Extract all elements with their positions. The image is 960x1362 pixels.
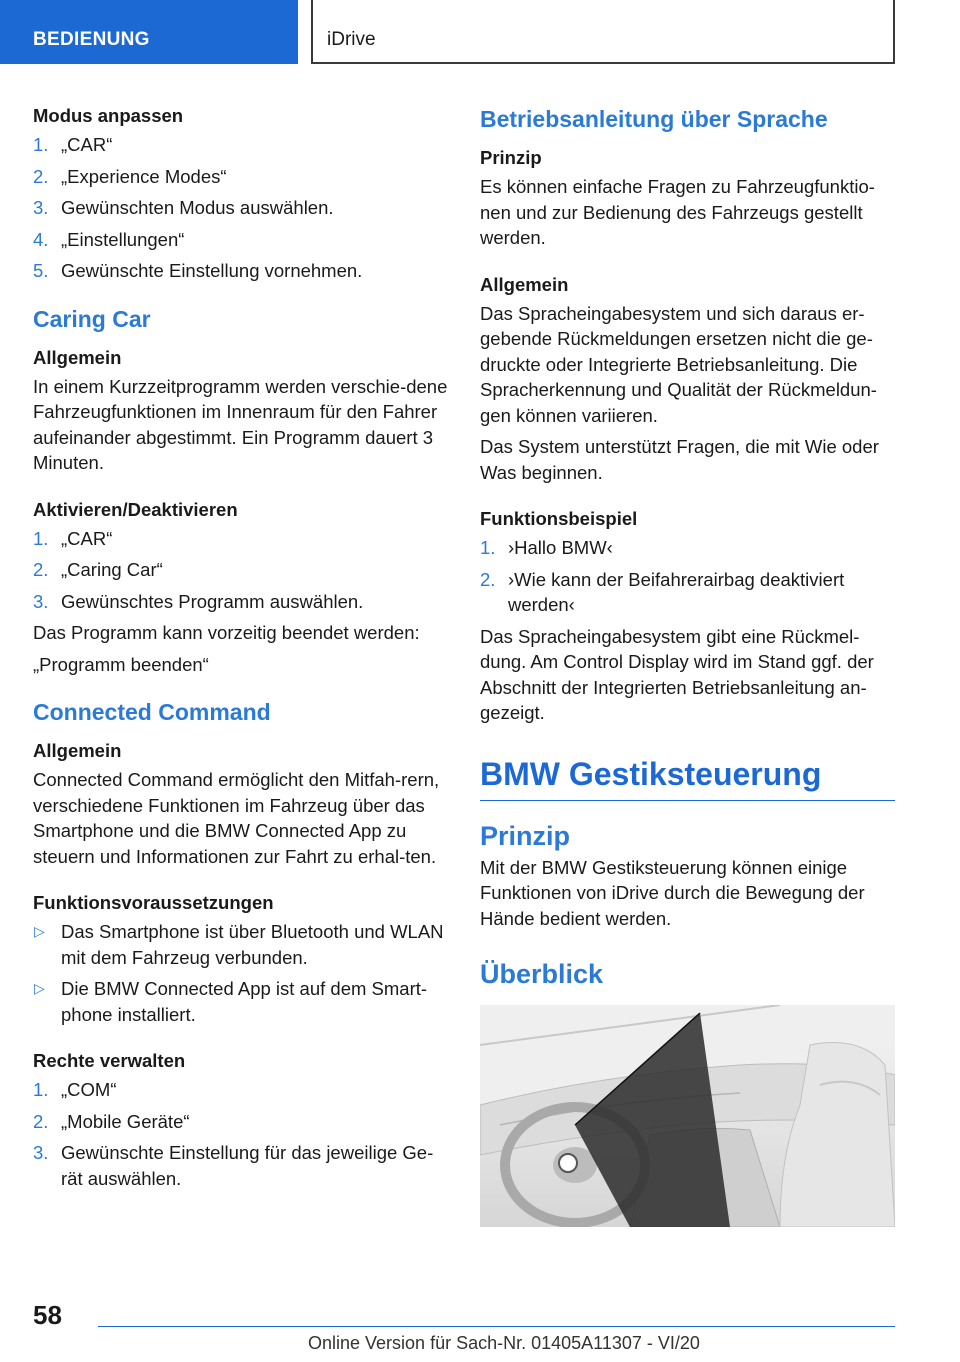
caring-general-text: In einem Kurzzeitprogramm werden verschie-dene Fahrzeugfunktionen im Innenraum für den Fahrer aufeinander abgestimmt. Ein Programm dauert 3 Minuten. <box>33 375 448 473</box>
example-steps <box>480 535 895 618</box>
overview-heading: Überblick <box>480 959 604 989</box>
activate-steps <box>33 526 448 615</box>
example-text: Das Spracheingabesystem gibt eine Rückmel-dung. Am Control Display wird im Stand ggf. der Abschnitt der Integrierten Betriebsanleitung an-gezeigt. <box>480 625 874 723</box>
principle-text: Es können einfache Fragen zu Fahrzeugfunktio-nen und zur Bedienung des Fahrzeugs gestellt werden. <box>480 176 875 248</box>
interior-illustration <box>480 1005 895 1227</box>
activate-heading: Aktivieren/Deaktivieren <box>33 498 238 520</box>
right-column <box>480 104 895 1227</box>
list-item: ▷ Die BMW Connected App ist auf dem Smart-phone installiert. <box>34 978 428 1025</box>
requirements-list <box>33 919 448 1027</box>
list-item: 3. Gewünschtes Programm auswählen. <box>33 590 364 612</box>
list-item: 3. Gewünschte Einstellung für das jeweilige Ge-rät auswählen. <box>33 1142 434 1189</box>
activate-note: Das Programm kann vorzeitig beendet werden: <box>33 622 420 643</box>
list-item: 2. „Caring Car“ <box>33 559 163 580</box>
gesture-principle-heading: Prinzip <box>480 820 571 851</box>
general-text-2: Das System unterstützt Fragen, die mit Wie oder Was beginnen. <box>480 436 879 483</box>
list-item: 2. „Mobile Geräte“ <box>33 1110 190 1132</box>
modus-steps <box>33 132 448 284</box>
activate-note-menu: „Programm beenden“ <box>33 653 209 675</box>
list-item: 2. ›Wie kann der Beifahrerairbag deaktiviert werden‹ <box>480 568 845 615</box>
connected-command-heading: Connected Command <box>33 699 271 725</box>
example-heading: Funktionsbeispiel <box>480 508 638 529</box>
cc-general-text: Connected Command ermöglicht den Mitfah-rern, verschiedene Funktionen im Fahrzeug über das Smartphone und die BMW Connected App zu steuern und Informationen zur Fahrt zu erhal-ten. <box>33 769 440 867</box>
list-item: 5. Gewünschte Einstellung vornehmen. <box>33 260 363 281</box>
section-tab: BEDIENUNG <box>0 0 298 64</box>
caring-car-heading: Caring Car <box>33 305 151 332</box>
footer-divider <box>98 1326 895 1327</box>
list-item: 1. ›Hallo BMW‹ <box>480 537 613 558</box>
gesture-principle-text: Mit der BMW Gestiksteuerung können einige Funktionen von iDrive durch die Bewegung der Hände bedient werden. <box>480 856 865 929</box>
list-item: 3. Gewünschten Modus auswählen. <box>33 197 334 218</box>
list-item: 2. „Experience Modes“ <box>33 165 227 187</box>
general-text-1: Das Spracheingabesystem und sich daraus er-gebende Rückmeldungen ersetzen nicht die ge-druckte oder Integrierte Betriebsanleitung. Die Spracherkennung und Qualität der Rückmeldun-gen können variieren. <box>480 302 877 426</box>
list-item: 4. „Einstellungen“ <box>33 228 185 250</box>
list-item: 1. „CAR“ <box>33 527 113 549</box>
rights-heading: Rechte verwalten <box>33 1050 186 1071</box>
bmw-logo-icon <box>559 1154 577 1172</box>
car-interior-image <box>480 1005 895 1227</box>
requirements-heading: Funktionsvoraussetzungen <box>33 892 274 913</box>
triangle-bullet-icon: ▷ <box>34 923 45 939</box>
page-number: 58 <box>33 1300 62 1330</box>
triangle-bullet-icon: ▷ <box>34 980 45 996</box>
chapter-tab: iDrive <box>311 0 895 64</box>
modus-heading: Modus anpassen <box>33 105 184 126</box>
footer-online-version: Online Version für Sach-Nr. 01405A11307 - VI/20 <box>308 1333 700 1353</box>
cc-general-heading: Allgemein <box>33 740 122 761</box>
list-item: ▷ Das Smartphone ist über Bluetooth und WLAN mit dem Fahrzeug verbunden. <box>34 921 444 968</box>
principle-heading: Prinzip <box>480 147 542 168</box>
voice-manual-heading: Betriebsanleitung über Sprache <box>480 106 828 132</box>
general-heading: Allgemein <box>480 273 569 295</box>
list-item: 1. „CAR“ <box>33 134 113 155</box>
gesture-control-heading: BMW Gestiksteuerung <box>480 754 895 801</box>
left-column <box>33 104 448 1197</box>
rights-steps <box>33 1077 448 1191</box>
list-item: 1. „COM“ <box>33 1079 117 1100</box>
caring-general-heading: Allgemein <box>33 346 122 368</box>
